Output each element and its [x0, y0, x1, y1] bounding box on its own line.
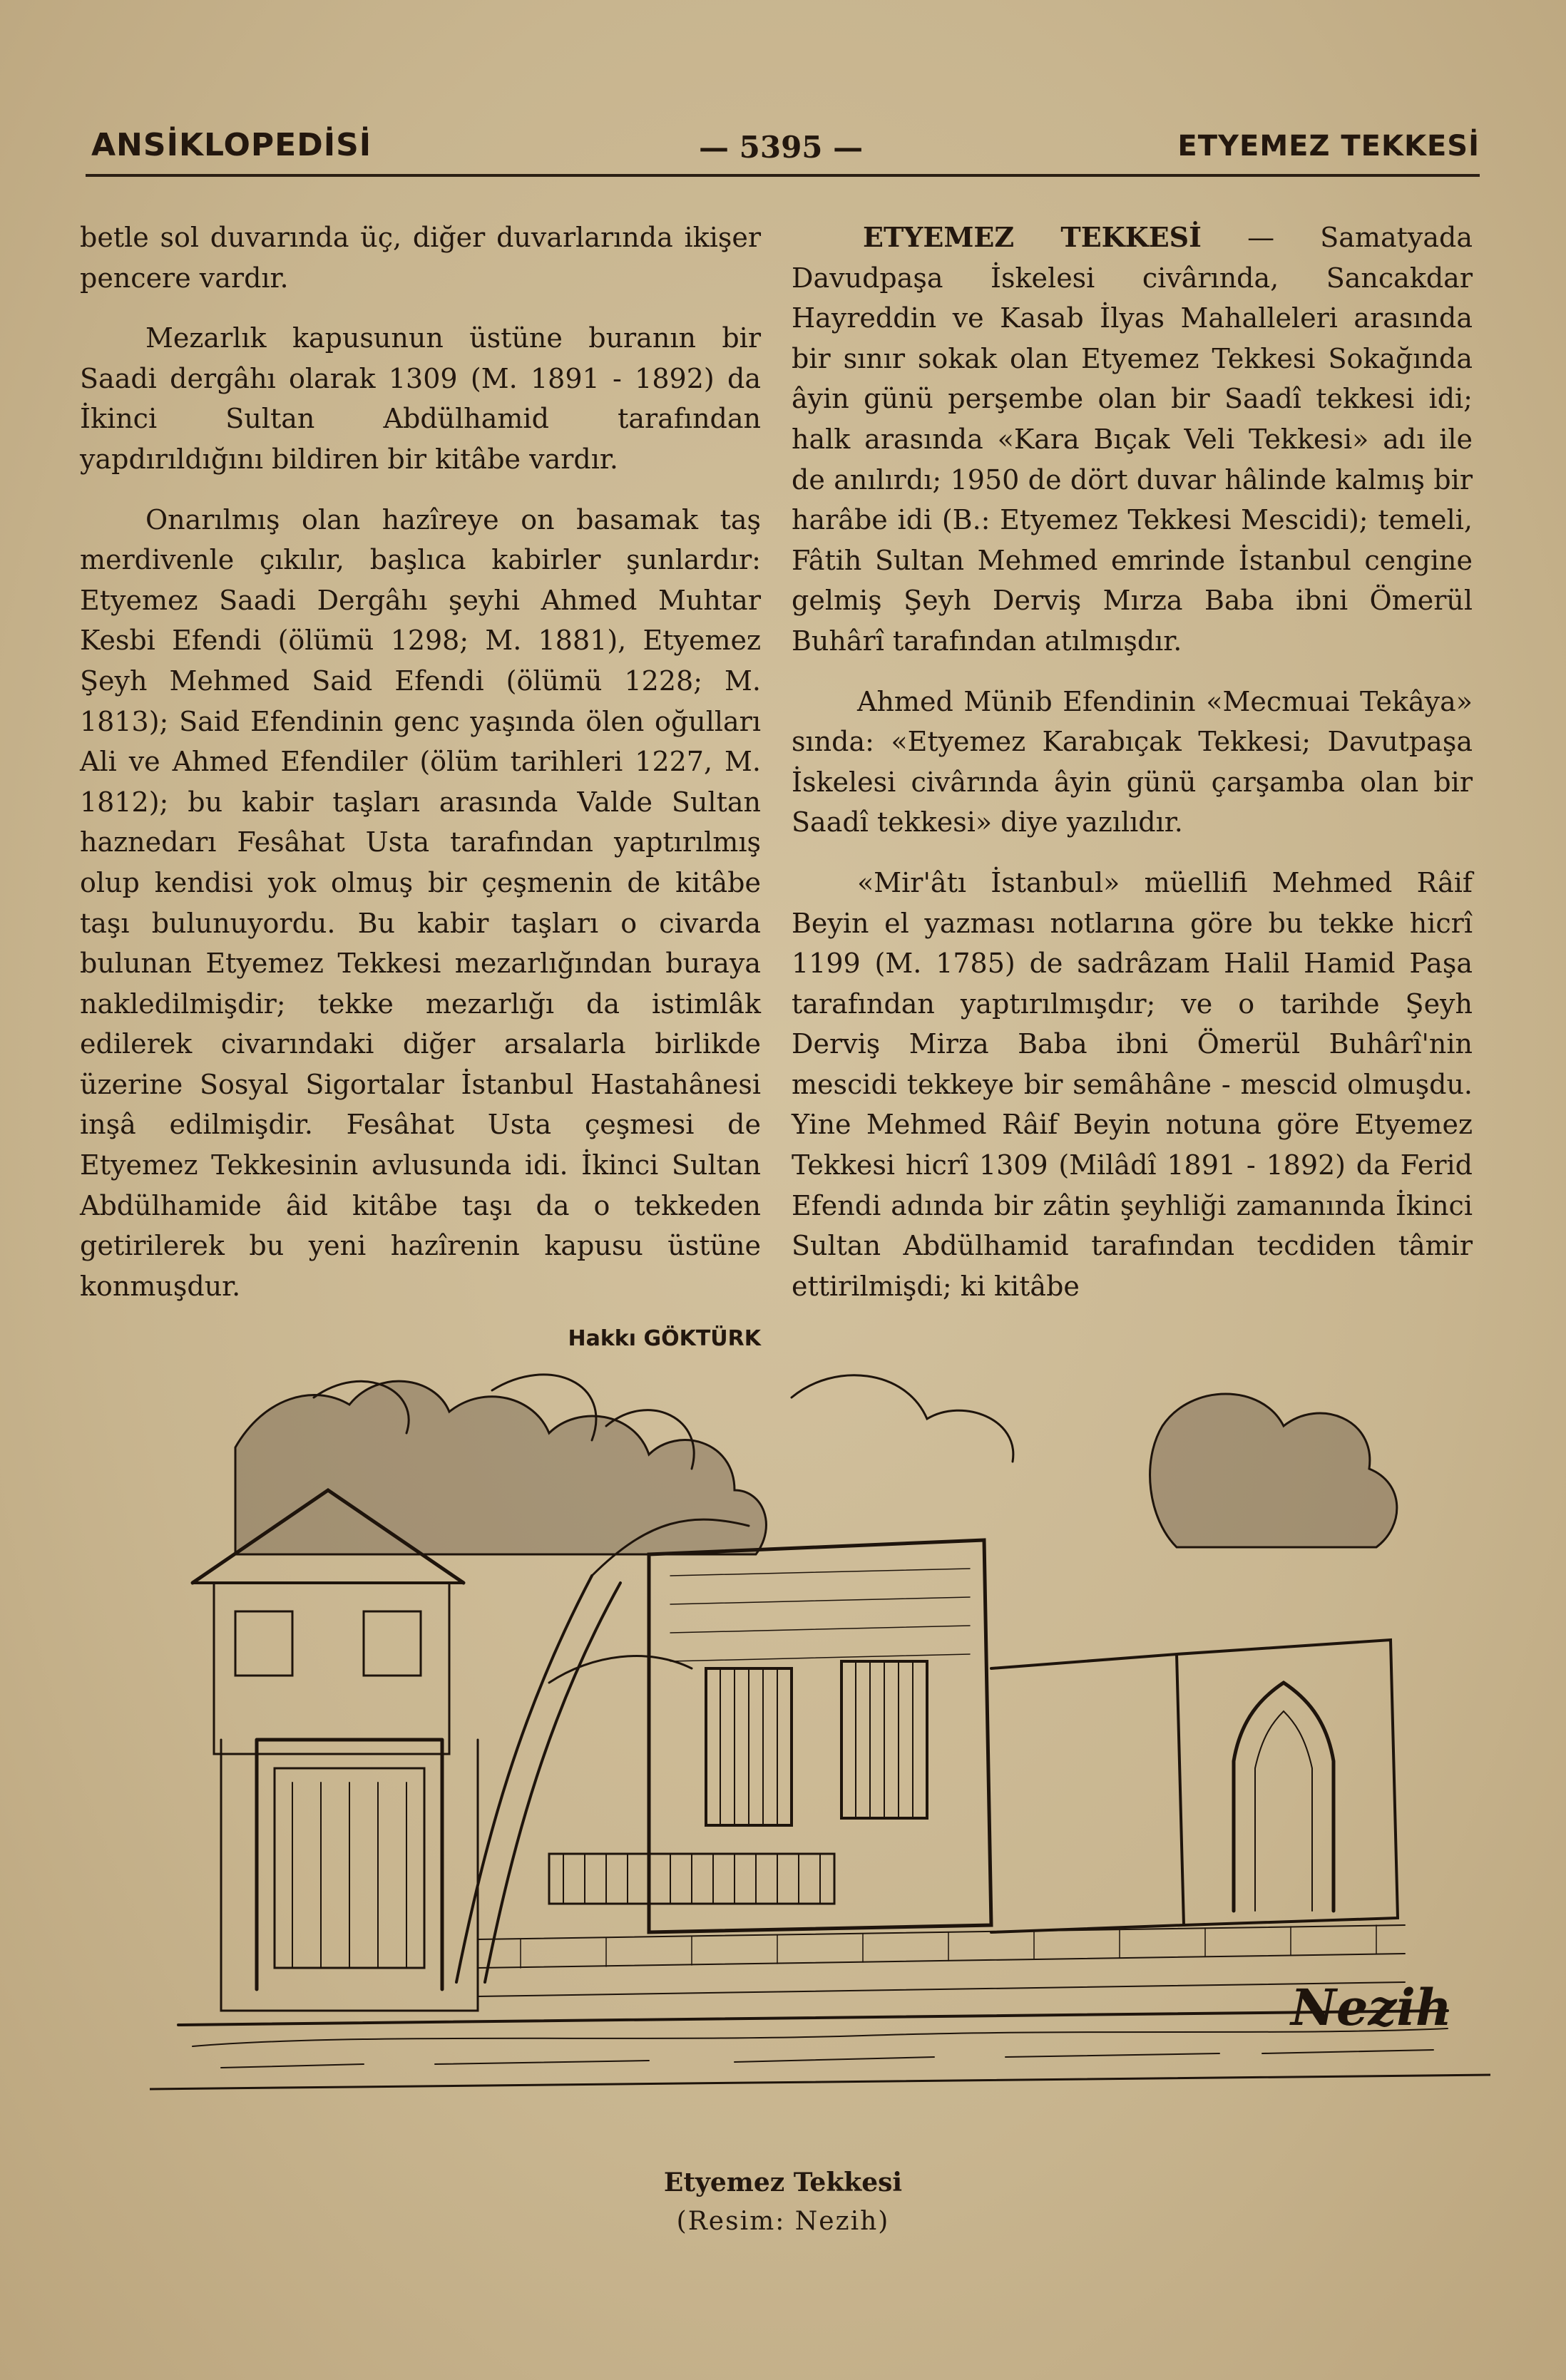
header-series-title: ANSİKLOPEDİSİ: [91, 127, 372, 163]
entry-title: ETYEMEZ TEKKESİ: [863, 221, 1202, 253]
paragraph: Mezarlık kapusunun üstüne buranın bir Saadi dergâhı olarak 1309 (M. 1891 - 1892) da İkinci Sultan Abdülhamid tarafından yapdırıldığını bildiren bir kitâbe vardır.: [80, 322, 761, 475]
figure-caption-title: Etyemez Tekkesi: [663, 2168, 903, 2197]
right-column: [792, 217, 1473, 1326]
entry-lead-paragraph: [792, 217, 1473, 662]
artist-signature: Nezih: [1291, 1978, 1452, 2037]
paragraph: betle sol duvarında üç, diğer duvarlarında ikişer pencere vardır.: [80, 222, 761, 294]
paragraph: Ahmed Münib Efendinin «Mecmuai Tekâya» sında: «Etyemez Karabıçak Tekkesi; Davutpaşa İskelesi civârında âyin günü çarşamba olan bir Saadî tekkesi» diye yazılıdır.: [792, 685, 1473, 838]
header-rule: [86, 174, 1480, 177]
header-entry-title: ETYEMEZ TEKKESİ: [1177, 130, 1480, 163]
entry-lead-text: — Samatyada Davudpaşa İskelesi civârında, Sancakdar Hayreddin ve Kasab İlyas Mahalleleri arasında bir sınır sokak olan Etyemez Tekkesi Sokağında âyin günü perşembe olan bir Saadî tekkesi idi; halk arasında «Kara Bıçak Veli Tekkesi» adı ile de anılırdı; 1950 de dört duvar hâlinde kalmış bir harâbe idi (B.: Etyemez Tekkesi Mescidi); temeli, Fâtih Sultan Mehmed emrinde İstanbul cengine gelmiş Şeyh Derviş Mırza Baba ibni Ömerül Buhârî tarafından atılmışdır.: [792, 222, 1473, 657]
figure-caption-credit: (Resim: Nezih): [676, 2207, 890, 2236]
paragraph: Onarılmış olan hazîreye on basamak taş merdivenle çıkılır, başlıca kabirler şunlardır: Etyemez Saadi Dergâhı şeyhi Ahmed Muhtar Kesbi Efendi (ölümü 1298; M. 1881), Etyemez Şeyh Mehmed Said Efendi (ölümü 1228; M. 1813); Said Efendinin genc yaşında ölen oğulları Ali ve Ahmed Efendiler (ölüm tarihleri 1227, M. 1812); bu kabir taşları arasında Valde Sultan haznedarı Fesâhat Usta tarafından yaptırılmış olup kendisi yok olmuş bir çeşmenin de kitâbe taşı bulunuyordu. Bu kabir taşları o civarda bulunan Etyemez Tekkesi mezarlığından buraya nakledilmişdir; tekke mezarlığı da istimlâk edilerek civarındaki diğer arsalarla birlikde üzerine Sosyal Sigortalar İstanbul Hastahânesi inşâ edilmişdir. Fesâhat Usta çeşmesi de Etyemez Tekkesinin avlusunda idi. İkinci Sultan Abdülhamide âid kitâbe taşı da o tekkeden getirilerek bu yeni hazîrenin kapusu üstüne konmuşdur.: [80, 503, 761, 1302]
page-header: [86, 114, 1480, 171]
left-column: [80, 217, 761, 1360]
tekke-illustration: [150, 1340, 1490, 2146]
author-signature: Hakkı GÖKTÜRK: [568, 1326, 761, 1352]
paragraph: «Mir'âtı İstanbul» müellifi Mehmed Râif Beyin el yazması notlarına göre bu tekke hicrî 1199 (M. 1785) de sadrâzam Halil Hamid Paşa tarafından yaptırılmışdır; ve o tarihde Şeyh Derviş Mirza Baba ibni Ömerül Buhârî'nin mescidi tekkeye bir semâhâne - mescid olmuşdu. Yine Mehmed Râif Beyin notuna göre Etyemez Tekkesi hicrî 1309 (Milâdî 1891 - 1892) da Ferid Efendi adında bir zâtin şeyhliği zamanında İkinci Sultan Abdülhamid tarafından tecdiden tâmir ettirilmişdi; ki kitâbe: [792, 866, 1473, 1302]
page-number: — 5395 —: [699, 130, 864, 165]
